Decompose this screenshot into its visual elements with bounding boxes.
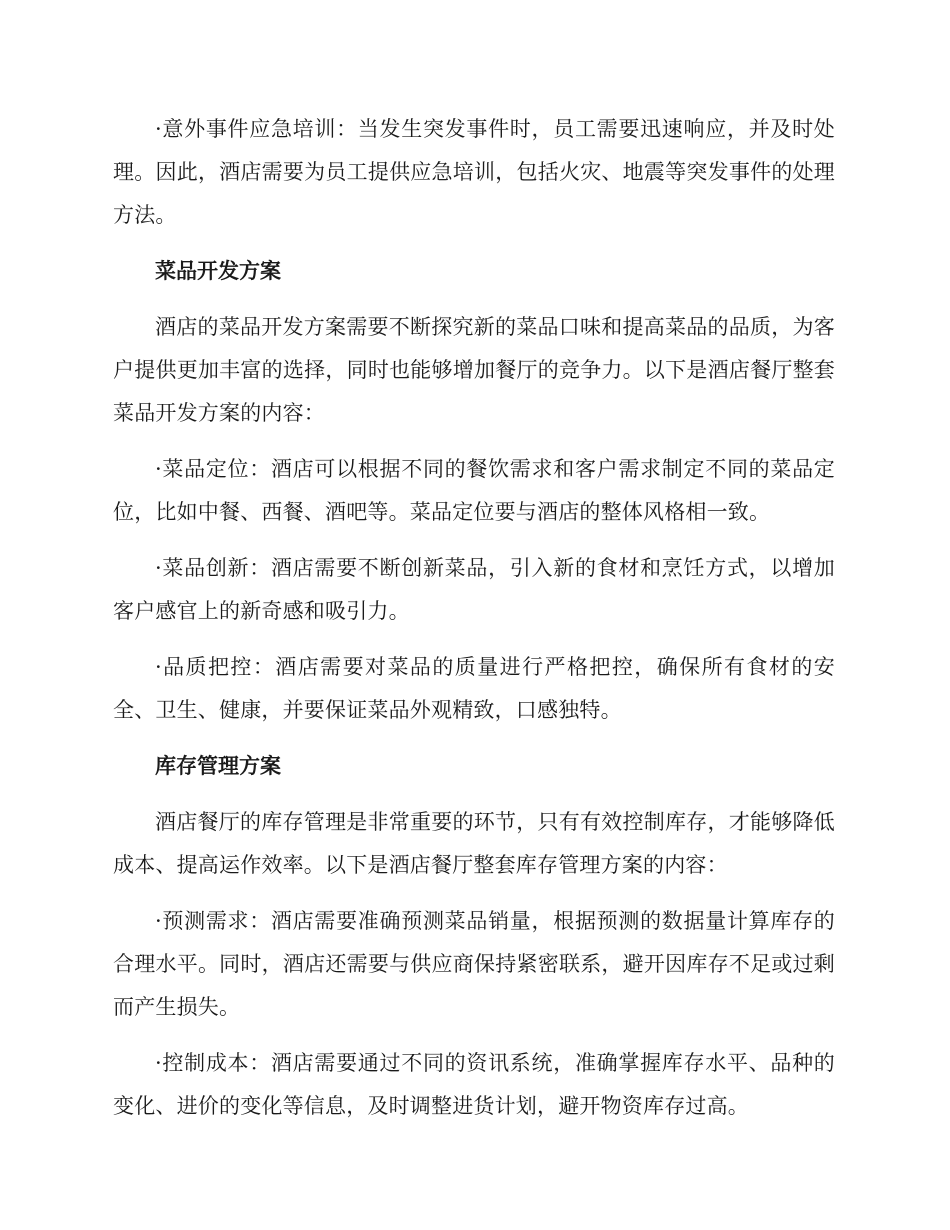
paragraph-dish-development-intro: 酒店的菜品开发方案需要不断探究新的菜品口味和提高菜品的品质，为客户提供更加丰富的选择，同时也能够增加餐厅的竞争力。以下是酒店餐厅整套菜品开发方案的内容： bbox=[113, 315, 835, 425]
heading-inventory-management: 库存管理方案 bbox=[155, 754, 281, 778]
paragraph-dish-positioning: ·菜品定位：酒店可以根据不同的餐饮需求和客户需求制定不同的菜品定位，比如中餐、西餐、酒吧等。菜品定位要与酒店的整体风格相一致。 bbox=[113, 457, 835, 524]
paragraph-dish-innovation: ·菜品创新：酒店需要不断创新菜品，引入新的食材和烹饪方式，以增加客户感官上的新奇感和吸引力。 bbox=[113, 556, 835, 623]
document-body bbox=[113, 108, 835, 1141]
heading-dish-development: 菜品开发方案 bbox=[155, 259, 281, 283]
paragraph-cost-control: ·控制成本：酒店需要通过不同的资讯系统，准确掌握库存水平、品种的变化、进价的变化等信息，及时调整进货计划，避开物资库存过高。 bbox=[113, 1051, 835, 1118]
paragraph-demand-forecast: ·预测需求：酒店需要准确预测菜品销量，根据预测的数据量计算库存的合理水平。同时，酒店还需要与供应商保持紧密联系，避开因库存不足或过剩而产生损失。 bbox=[113, 909, 835, 1019]
paragraph-inventory-intro: 酒店餐厅的库存管理是非常重要的环节，只有有效控制库存，才能够降低成本、提高运作效率。以下是酒店餐厅整套库存管理方案的内容： bbox=[113, 810, 835, 877]
paragraph-emergency-training: ·意外事件应急培训：当发生突发事件时，员工需要迅速响应，并及时处理。因此，酒店需要为员工提供应急培训，包括火灾、地震等突发事件的处理方法。 bbox=[113, 117, 835, 227]
paragraph-quality-control: ·品质把控：酒店需要对菜品的质量进行严格把控，确保所有食材的安全、卫生、健康，并要保证菜品外观精致，口感独特。 bbox=[113, 655, 835, 722]
